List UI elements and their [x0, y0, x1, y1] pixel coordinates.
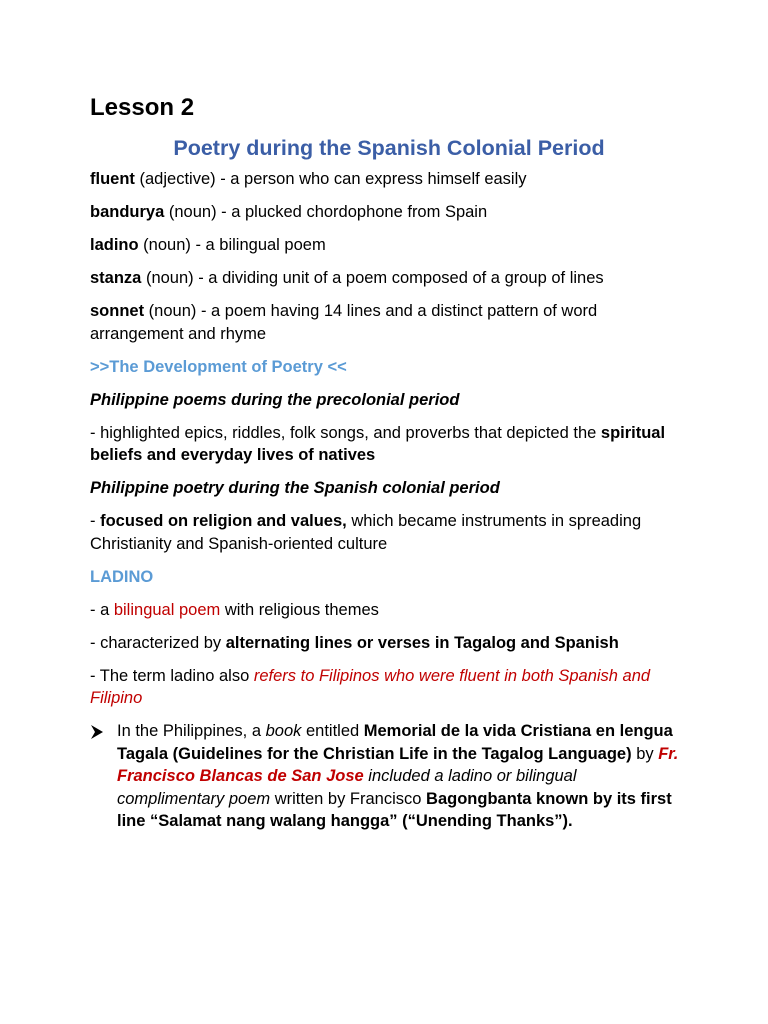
- ladino-line-3-a: - The term ladino also: [90, 666, 254, 685]
- spanish-text-rest: which became instruments in spreading Christianity and Spanish-oriented culture: [90, 512, 642, 553]
- bullet-text-2: entitled: [301, 722, 364, 740]
- ladino-line-2-bold: alternating lines or verses in Tagalog and Spanish: [225, 633, 619, 652]
- spanish-text-bold: focused on religion and values,: [100, 512, 347, 530]
- precolonial-text-bold: spiritual beliefs and everyday lives of natives: [90, 423, 666, 464]
- ladino-heading: LADINO: [90, 567, 154, 586]
- vocab-entry-stanza: [90, 267, 688, 290]
- precolonial-text-plain: - highlighted epics, riddles, folk songs, and proverbs that depicted the: [90, 423, 601, 442]
- vocab-term: stanza: [90, 269, 142, 287]
- development-heading: >>The Development of Poetry <<: [90, 357, 347, 376]
- vocab-entry-ladino: [90, 234, 688, 257]
- vocab-term: ladino: [90, 236, 139, 254]
- ladino-line-2-a: - characterized by: [90, 633, 226, 652]
- vocab-entry-fluent: [90, 168, 688, 191]
- vocab-definition: (noun) - a dividing unit of a poem composed of a group of lines: [141, 269, 604, 287]
- vocab-term: fluent: [90, 170, 135, 188]
- bullet-text-3: by: [631, 744, 659, 763]
- ladino-line-1: [90, 599, 688, 622]
- ladino-line-3-red: refers to Filipinos who were fluent in both Spanish and Filipino: [90, 666, 651, 707]
- bullet-text-book: book: [265, 722, 302, 740]
- ladino-line-1-red: bilingual poem: [113, 600, 221, 619]
- vocab-entry-sonnet: [90, 300, 688, 345]
- bullet-book-title: Memorial de la vida Cristiana en lengua Tagala (Guidelines for the Christian Life in the Tagalog Language): [117, 722, 673, 763]
- bullet-author: Fr. Francisco Blancas de San Jose: [117, 744, 679, 785]
- spanish-period-heading: Philippine poetry during the Spanish colonial period: [90, 479, 500, 497]
- vocab-term: sonnet: [90, 302, 145, 320]
- vocab-entry-bandurya: [90, 201, 688, 224]
- ladino-line-1-a: - a: [90, 600, 114, 619]
- vocab-definition: (noun) - a plucked chordophone from Spain: [164, 203, 488, 221]
- vocab-definition: (noun) - a bilingual poem: [138, 236, 326, 254]
- vocab-term: bandurya: [90, 203, 165, 221]
- bullet-text-1: In the Philippines, a: [117, 722, 266, 740]
- ladino-line-1-b: with religious themes: [220, 600, 379, 619]
- ladino-line-2: [90, 632, 688, 655]
- precolonial-heading: Philippine poems during the precolonial period: [90, 390, 460, 409]
- spanish-period-text: [90, 510, 688, 555]
- bullet-text-italic: included a ladino or bilingual complimentary poem: [117, 767, 577, 808]
- arrowhead-bullet-icon: [90, 725, 104, 739]
- vocab-definition: (noun) - a poem having 14 lines and a distinct pattern of word arrangement and rhyme: [90, 302, 598, 343]
- spanish-text-dash: -: [90, 512, 101, 530]
- ladino-line-3: [90, 665, 688, 710]
- page-title: Poetry during the Spanish Colonial Period: [173, 136, 605, 160]
- vocab-definition: (adjective) - a person who can express himself easily: [134, 170, 527, 188]
- bullet-text-bold-end: Bagongbanta known by its first line “Salamat nang walang hangga” (“Unending Thanks”).: [117, 789, 672, 830]
- precolonial-text: [90, 422, 688, 467]
- bullet-item: [90, 720, 688, 833]
- lesson-number: Lesson 2: [90, 94, 195, 121]
- bullet-text-4: written by Francisco: [270, 789, 427, 808]
